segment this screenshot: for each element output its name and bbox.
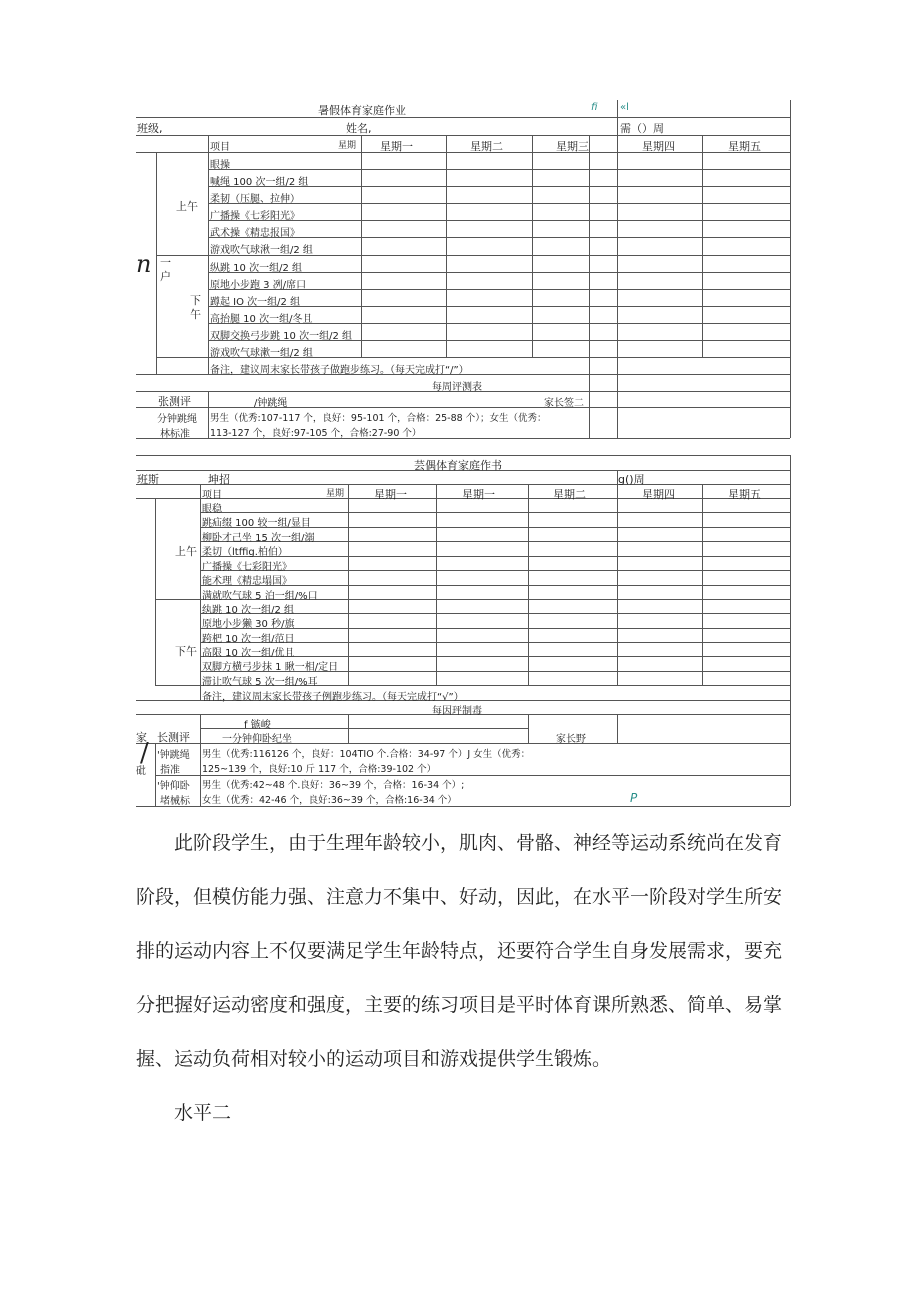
table2-rope-label-2: 指准 (160, 765, 180, 776)
table1-afternoon-item: 游戏吹气球漱一组/2 组 (210, 348, 313, 359)
table1-title: 暑假体育家庭作业 (318, 104, 406, 117)
table1-morning-item: 喊绳 100 次一组/2 组 (210, 177, 309, 188)
table1-day-4: 星期四 (642, 140, 675, 153)
table1-morning-item: 柔韧（压腿、拉伸） (210, 194, 300, 205)
table2-afternoon-label: 下午 (175, 645, 197, 658)
table1-morning-item: 游戏吹气球湫一组/2 组 (210, 245, 313, 256)
table2-parent-sign: 家长野 (556, 734, 586, 745)
table1-std-label-2: 林标准 (160, 429, 190, 440)
table1-afternoon-item: 双脚交换弓步跳 10 次一组/2 组 (210, 331, 352, 342)
table2-note: 备注，建议周末家长带孩子例跑步练习。（每天完成打“√”） (202, 692, 464, 703)
table2-day-4: 星期四 (642, 488, 675, 501)
table1-morning-item: 眼操 (210, 160, 230, 171)
table2-morning-item: 跳疝缀 100 较一组/显目 (202, 518, 311, 529)
table2-morning-item: 柳卧才己坐 15 次一组/溺 (202, 533, 315, 544)
table1-day-1: 星期一 (380, 140, 413, 153)
table1-afternoon-item: 高抬腿 10 次一组/冬且 (210, 314, 313, 325)
table1-eval-item: /钟跳绳 (254, 398, 288, 409)
table2-week-label: g()周 (618, 473, 645, 486)
table2-col-item: 项目 (202, 490, 222, 501)
table1-side-small-2: 户 (160, 270, 171, 283)
table1-weekly-title: 每周评测表 (432, 382, 482, 393)
table2-rope-line-2: 125~139 个，良好:10 斤 117 个，合格:39-102 个） (202, 764, 437, 775)
table2-morning-item: 满就吹气球 5 泊一组/%口 (202, 591, 318, 602)
table2-afternoon-item: 高限 10 次一组/优且 (202, 648, 295, 659)
table1-note: 备注，建议周末家长带孩子做跑步练习。（每天完成打“/”） (210, 365, 469, 376)
table1-afternoon-item: 原地小步跑 3 冽/席口 (210, 280, 307, 291)
table2-day-2: 星期一 (462, 488, 495, 501)
table2-eval-item-2: 一分钟仰卧纪坐 (222, 734, 292, 745)
table2-p-mark: P (630, 791, 638, 805)
table2-weekly-title: 每因玶制毒 (432, 706, 482, 717)
table2-day-5: 星期五 (728, 488, 761, 501)
table1-afternoon-item: 纵跳 10 次一组/2 组 (210, 263, 302, 274)
table2-class-label: 班斯 (137, 473, 159, 486)
table2-morning-label: 上午 (175, 545, 197, 558)
table2-day-3: 星期二 (553, 488, 586, 501)
table2-morning-item: 能术理《精忠塌国》 (202, 576, 292, 587)
table2-situp-label-1: '钟仰卧 (157, 781, 190, 792)
table2-afternoon-item: 纨跳 10 次一组/2 组 (202, 605, 294, 616)
table1-name-label: 姓名, (346, 122, 372, 135)
table1-day-3: 星期三 (556, 140, 589, 153)
table1-parent-sign: 家长签二 (544, 398, 584, 409)
table1-day-2: 星期二 (470, 140, 503, 153)
table1-std-line-2: 113-127 个，良好:97-105 个，合格:27-90 个） (210, 428, 422, 439)
table2-afternoon-item: 滞让吹气球 5 次一组/%耳 (202, 677, 318, 688)
table2-afternoon-item: 双脚方横弓步抹 1 瞅一相/定日 (202, 662, 339, 673)
table2-morning-item: 柔切（ltffig.柏伯） (202, 547, 288, 558)
table2-rope-label-1: '钟跳绳 (157, 750, 190, 761)
table2-eval-label: 长测评 (157, 731, 190, 744)
body-paragraph-text: 此阶段学生，由于生理年龄较小，肌肉、骨骼、神经等运动系统尚在发育阶段，但模仿能力强、注意力不集中、好动，因此，在水平一阶段对学生所安排的运动内容上不仅要满足学生年龄特点，还要符合学生自身发展需求，要充分把握好运动密度和强度，主要的练习项目是平时体育课所熟悉、简单、易掌握、运动负荷相对较小的运动项目和游戏提供学生锻炼。 (136, 832, 783, 1070)
table1-side-small-1: 一 (160, 256, 171, 269)
table1-std-label-1: 分钟跳绳 (157, 414, 197, 425)
table2-col-day: 星期 (326, 489, 345, 499)
table1-mark-1: fi (591, 102, 598, 113)
table2-situp-label-2: 堵械标 (160, 796, 190, 807)
table1-side-mark: n (136, 250, 152, 278)
table2-home-label: 家 (136, 731, 147, 744)
table1-mark-2: «l (620, 102, 629, 113)
table2-day-1: 星期一 (374, 488, 407, 501)
table2-situp-line-1: 男生（优秀:42~48 个.良好：36~39 个，合格：16-34 个）; (202, 780, 465, 791)
table2-big-slash: / (140, 738, 149, 768)
table1-col-item: 项目 (210, 142, 230, 153)
table1-afternoon-1: 下 (190, 294, 201, 307)
table1-morning-item: 武术操《精忠报国》 (210, 228, 300, 239)
table1-eval-label: 张测评 (158, 395, 191, 408)
table1-morning-label: 上午 (176, 200, 198, 213)
table1-week-label: 需（）周 (620, 122, 664, 135)
table1-col-day: 星期 (338, 141, 357, 151)
section-heading: 水平二 (174, 1102, 232, 1124)
table2-afternoon-item: 原地小步獭 30 秒/旗 (202, 619, 295, 630)
table1-std-line-1: 男生（优秀:107-117 个，良好：95-101 个，合格：25-88 个）；女生（优秀： (210, 413, 547, 424)
body-paragraph (136, 816, 796, 1086)
table2-name-label: 坤招 (208, 473, 230, 486)
table1-afternoon-item: 蹲起 IO 次一组/2 组 (210, 297, 301, 308)
table2-eval-item-1: f 镞峻 (244, 720, 271, 731)
table1-class-label: 班级, (137, 122, 163, 135)
table2-situp-line-2: 女生（优秀：42-46 个，良好:36~39 个，合格:16-34 个） (202, 795, 457, 806)
table2-morning-item: 广播操《七彩阳光》 (202, 562, 292, 573)
table2-side-char: 砒 (136, 766, 146, 777)
table2-rope-line-1: 男生（优秀:116126 个，良好：104TIO 个.合格：34-97 个）J 女生（优秀： (202, 749, 531, 760)
table2-title: 芸偶体育家庭作书 (414, 459, 502, 472)
table1-afternoon-2: 午 (190, 308, 201, 321)
table2-morning-item: 眼稳 (202, 504, 222, 515)
table1-morning-item: 广播操《七彩阳光》 (210, 211, 300, 222)
table1-day-5: 星期五 (728, 140, 761, 153)
table2-afternoon-item: 跨杷 10 次一组/范日 (202, 634, 295, 645)
